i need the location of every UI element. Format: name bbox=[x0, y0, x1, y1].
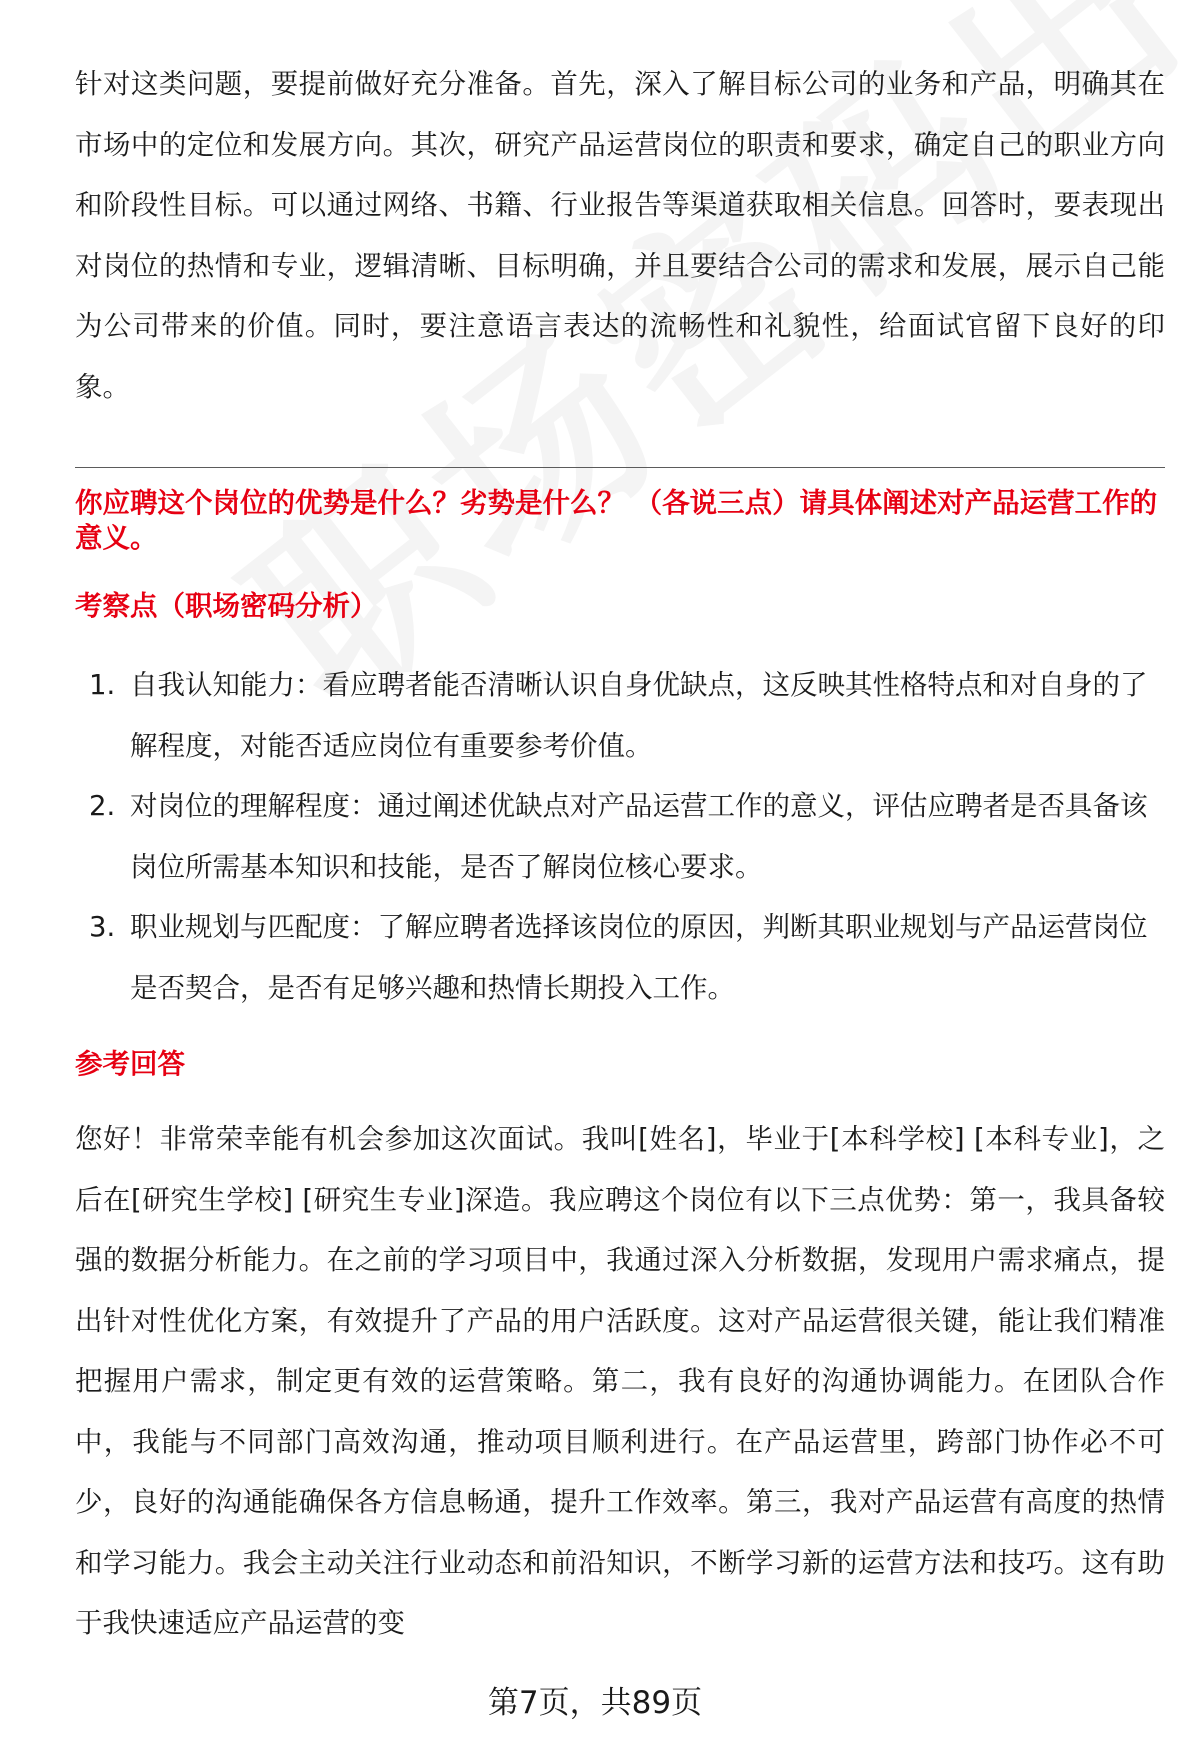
list-item-number: 1. bbox=[89, 669, 116, 701]
answer-heading: 参考回答 bbox=[75, 1048, 185, 1080]
list-item bbox=[75, 897, 1165, 1018]
list-item bbox=[75, 655, 1165, 776]
section-divider bbox=[75, 467, 1165, 468]
list-item-text: 对岗位的理解程度：通过阐述优缺点对产品运营工作的意义，评估应聘者是否具备该岗位所需基本知识和技能，是否了解岗位核心要求。 bbox=[130, 790, 1148, 883]
list-item-number: 2. bbox=[89, 790, 116, 822]
list-item-number: 3. bbox=[89, 911, 116, 943]
answer-paragraph: 您好！非常荣幸能有机会参加这次面试。我叫[姓名]，毕业于[本科学校] [本科专业]，之后在[研究生学校] [研究生专业]深造。我应聘这个岗位有以下三点优势：第一，我具备较强的数据分析能力。在之前的学习项目中，我通过深入分析数据，发现用户需求痛点，提出针对性优化方案，有效提升了产品的用户活跃度。这对产品运营很关键，能让我们精准把握用户需求，制定更有效的运营策略。第二，我有良好的沟通协调能力。在团队合作中，我能与不同部门高效沟通，推动项目顺利进行。在产品运营里，跨部门协作必不可少，良好的沟通能确保各方信息畅通，提升工作效率。第三，我对产品运营有高度的热情和学习能力。我会主动关注行业动态和前沿知识，不断学习新的运营方法和技巧。这有助于我快速适应产品运营的变 bbox=[75, 1123, 1165, 1639]
intro-paragraph: 针对这类问题，要提前做好充分准备。首先，深入了解目标公司的业务和产品，明确其在市场中的定位和发展方向。其次，研究产品运营岗位的职责和要求，确定自己的职业方向和阶段性目标。可以通过网络、书籍、行业报告等渠道获取相关信息。回答时，要表现出对岗位的热情和专业，逻辑清晰、目标明确，并且要结合公司的需求和发展，展示自己能为公司带来的价值。同时，要注意语言表达的流畅性和礼貌性，给面试官留下良好的印象。 bbox=[75, 68, 1165, 403]
page-number: 第7页，共89页 bbox=[487, 1685, 703, 1721]
points-list bbox=[75, 655, 1165, 1018]
list-item bbox=[75, 776, 1165, 897]
question-title: 你应聘这个岗位的优势是什么？劣势是什么？ （各说三点）请具体阐述对产品运营工作的意义。 bbox=[75, 487, 1158, 554]
points-heading: 考察点（职场密码分析） bbox=[75, 590, 378, 622]
list-item-text: 职业规划与匹配度：了解应聘者选择该岗位的原因，判断其职业规划与产品运营岗位是否契合，是否有足够兴趣和热情长期投入工作。 bbox=[130, 911, 1148, 1004]
list-item-text: 自我认知能力：看应聘者能否清晰认识自身优缺点，这反映其性格特点和对自身的了解程度，对能否适应岗位有重要参考价值。 bbox=[130, 669, 1148, 762]
